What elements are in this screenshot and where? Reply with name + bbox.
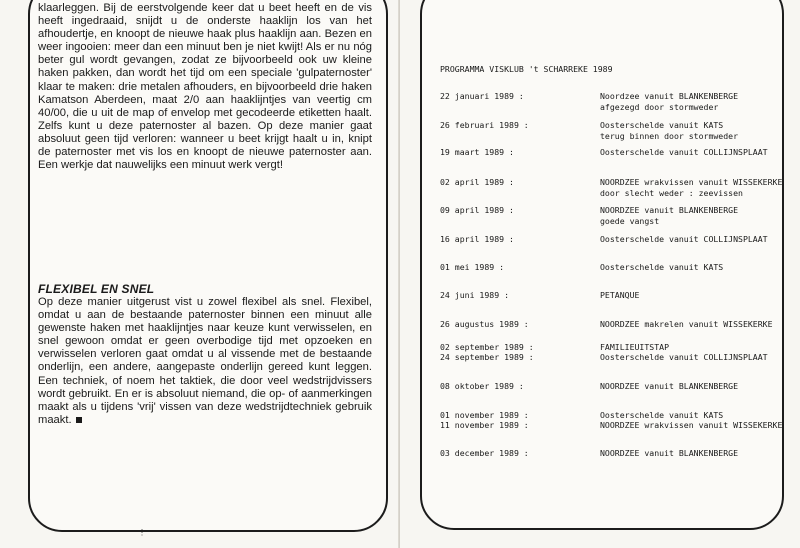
program-description [600,381,785,392]
program-description-line: Oosterschelde vanuit COLLIJNSPLAAT [600,234,768,244]
program-date: 01 november 1989 : [440,410,529,420]
program-list [422,0,782,528]
program-date: 08 oktober 1989 : [440,381,524,391]
program-description-line: terug binnen door stormweder [600,130,739,141]
program-description [600,205,785,226]
section-heading: FLEXIBEL EN SNEL [38,282,155,296]
program-description-line: Oosterschelde vanuit KATS [600,120,724,130]
program-description [600,120,785,141]
right-page-frame [420,0,784,530]
paragraph-2-text: Op deze manier uitgerust vist u zowel flexibel als snel. Flexibel, omdat u aan de bestaande paternoster binnen een minuut alle gewenste haken met haaklijntjes naar keuze kunt verwisselen, en snel gewoon omdat er geen overbodige tijd met opzoeken en verwisselen verloren gaat omdat u al vissende met de bestaande onderlijn, een andere, aangepaste onderlijn gereed kunt leggen. Een techniek, of noem het taktiek, die door veel wedstrijdvissers wordt gebruikt. En er is absoluut niemand, die op- of aanmerkingen maakt als u tijdens 'vrij' vissen van deze wedstrijdtechniek gebruik maakt. [38,296,372,426]
program-description-line: Oosterschelde vanuit KATS [600,410,724,420]
program-date: 11 november 1989 : [440,420,529,430]
program-description-line: goede vangst [600,215,660,226]
article-paragraph-2 [38,296,372,427]
program-description-line: NOORDZEE vanuit BLANKENBERGE [600,205,739,215]
program-date: 02 april 1989 : [440,177,514,187]
program-date: 01 mei 1989 : [440,262,505,272]
paragraph-text [38,296,372,427]
program-description-line: NOORDZEE vanuit BLANKENBERGE [600,381,739,391]
program-description-line: PETANQUE [600,290,640,300]
program-description [600,177,785,198]
program-description [600,342,785,353]
program-description [600,410,785,421]
program-date: 22 januari 1989 : [440,91,524,101]
program-description-line: FAMILIEUITSTAP [600,342,670,352]
program-date: 03 december 1989 : [440,448,529,458]
end-of-article-mark [76,417,82,423]
program-date: 24 september 1989 : [440,352,534,362]
program-description-line: Oosterschelde vanuit COLLIJNSPLAAT [600,352,768,362]
program-description-line: NOORDZEE wrakvissen vanuit WISSEKERKE [600,177,783,187]
program-description-line: door slecht weder : zeevissen [600,187,743,198]
program-description-line: NOORDZEE vanuit BLANKENBERGE [600,448,739,458]
program-description [600,262,785,273]
program-description-line: Noordzee vanuit BLANKENBERGE [600,91,739,101]
program-description [600,234,785,245]
right-page [400,0,800,548]
program-title: PROGRAMMA VISKLUB 't SCHARREKE 1989 [440,64,613,74]
program-description-line: afgezegd door stormweder [600,101,719,112]
left-page-frame [28,0,388,532]
program-description [600,352,785,363]
program-description-line: NOORDZEE wrakvissen vanuit WISSEKERKE [600,420,783,430]
program-date: 24 juni 1989 : [440,290,510,300]
page-mark: ⋮ [138,528,146,537]
paragraph-text: klaarleggen. Bij de eerstvolgende keer dat u beet heeft en de vis heeft ingedraaid, snijdt u de onderste haaklijn los van het afhoudertje, en knoopt de nieuwe haak plus haaklijn aan. Bezen en weer ingooien: meer dan een minuut ben je niet kwijt! Als er nu nóg beter gul wordt gevangen, zodat ze bijvoorbeeld ook uw kleine haken pakken, dan wordt het tijd om een speciale 'gulpaternoster' klaar te maken: drie metalen afhouders, en bijvoorbeeld drie haken Kamatson Aberdeen, maat 2/0 aan haaklijntjes van veertig cm 40/00, die u uit de map of envelop met gecodeerde etiketten haalt. Zelfs kunt u deze paternoster al bazen. Op deze manier gaat absoluut geen tijd verloren: wanneer u beet krijgt haalt u in, knipt de paternoster met vis los en knoopt de nieuwe paternoster aan. Een werkje dat nauwelijks een minuut werk vergt! [38,2,372,172]
program-date: 09 april 1989 : [440,205,514,215]
program-description [600,420,785,431]
program-date: 19 maart 1989 : [440,147,514,157]
program-description [600,319,785,330]
program-description-line: Oosterschelde vanuit COLLIJNSPLAAT [600,147,768,157]
program-description [600,448,785,459]
program-description [600,147,785,158]
program-description-line: Oosterschelde vanuit KATS [600,262,724,272]
program-description [600,91,785,112]
program-description [600,290,785,301]
program-date: 26 februari 1989 : [440,120,529,130]
program-date: 02 september 1989 : [440,342,534,352]
program-date: 26 augustus 1989 : [440,319,529,329]
article-paragraph-1 [38,2,372,172]
program-description-line: NOORDZEE makrelen vanuit WISSEKERKE [600,319,773,329]
program-date: 16 april 1989 : [440,234,514,244]
